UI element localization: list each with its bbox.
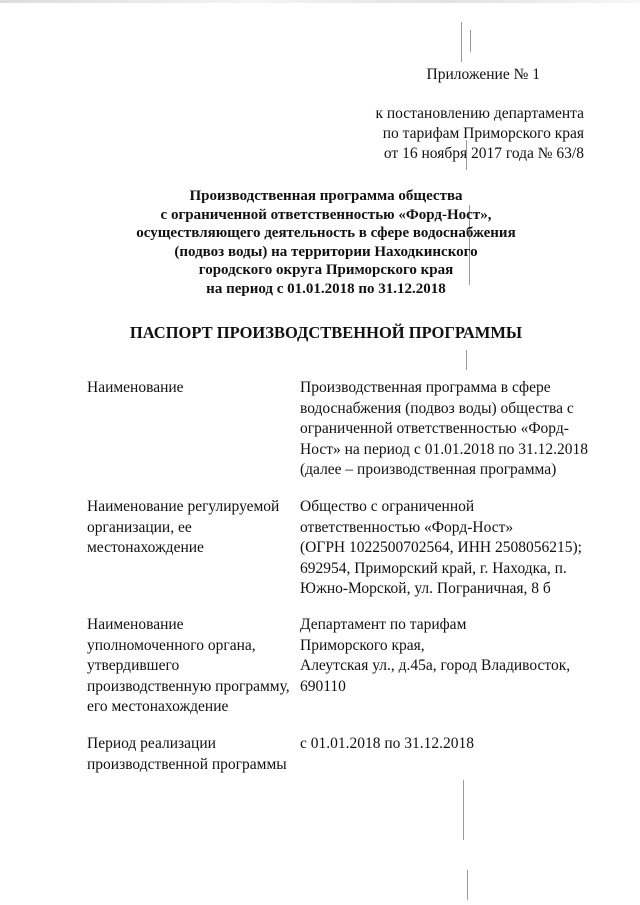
decree-line: по тарифам Приморского края — [382, 125, 584, 142]
decree-line: от 16 ноября 2017 года № 63/8 — [383, 145, 584, 162]
row-label — [87, 615, 292, 718]
value-line: Производственная программа в сфере — [300, 379, 551, 396]
decree-reference — [375, 104, 584, 164]
row-label — [87, 497, 292, 559]
row-value — [300, 734, 600, 755]
value-line: ответственностью «Форд-Ност» — [300, 518, 514, 536]
value-line: 692954, Приморский край, г. Находка, п. — [300, 559, 567, 577]
value-line: с 01.01.2018 по 31.12.2018 — [300, 735, 475, 752]
passport-heading: ПАСПОРТ ПРОИЗВОДСТВЕННОЙ ПРОГРАММЫ — [129, 323, 523, 342]
title-line: на период с 01.01.2018 по 31.12.2018 — [206, 280, 446, 297]
scan-speck — [467, 870, 468, 900]
label-line: производственную программу, — [87, 677, 290, 695]
label-line: его местонахождение — [87, 698, 229, 716]
row-value — [300, 497, 600, 600]
label-line: организации, ее — [87, 518, 192, 536]
label-line: уполномоченного органа, — [87, 636, 256, 654]
scan-speck — [466, 350, 467, 370]
value-line: 690110 — [300, 677, 346, 695]
value-line: Южно-Морской, ул. Пограничная, 8 б — [300, 580, 551, 598]
value-line: Приморского края, — [300, 636, 425, 654]
appendix-label: Приложение № 1 — [426, 66, 540, 83]
scan-speck — [463, 780, 464, 840]
row-value — [300, 378, 600, 481]
value-line: Алеутская ул., д.45а, город Владивосток, — [300, 657, 571, 675]
label-line: Наименование — [87, 616, 184, 633]
row-value — [300, 615, 600, 697]
value-line: Ност» на период с 01.01.2018 по 31.12.2018 — [300, 440, 588, 458]
label-line: местонахождение — [87, 539, 204, 557]
row-label — [87, 734, 292, 775]
value-line: Департамент по тарифам — [300, 616, 467, 633]
title-line: Производственная программа общества — [189, 188, 463, 204]
value-line: водоснабжения (подвоз воды) общества с — [300, 399, 574, 417]
value-line: (ОГРН 1022500702564, ИНН 2508056215); — [300, 539, 582, 557]
value-line: (далее – производственная программа) — [300, 461, 557, 479]
value-line: Общество с ограниченной — [300, 498, 475, 515]
title-line: осуществляющего деятельность в сфере водоснабжения — [136, 225, 516, 242]
scan-speck — [461, 22, 462, 62]
label-line: Наименование регулируемой — [87, 498, 280, 515]
value-line: ограниченной ответственностью «Форд- — [300, 420, 569, 438]
label-line: Наименование — [87, 379, 184, 396]
title-line: с ограниченной ответственностью «Форд-Ност», — [160, 206, 492, 223]
title-line: городского округа Приморского края — [198, 262, 454, 279]
document-title — [60, 187, 592, 299]
scan-speck — [470, 30, 471, 52]
title-line: (подвоз воды) на территории Находкинского — [174, 243, 478, 260]
label-line: утвердившего — [87, 657, 180, 675]
decree-line: к постановлению департамента — [375, 105, 584, 122]
row-label — [87, 378, 292, 399]
scan-edge-artifact — [0, 0, 640, 3]
label-line: Период реализации — [87, 735, 216, 752]
label-line: производственной программы — [87, 755, 287, 773]
